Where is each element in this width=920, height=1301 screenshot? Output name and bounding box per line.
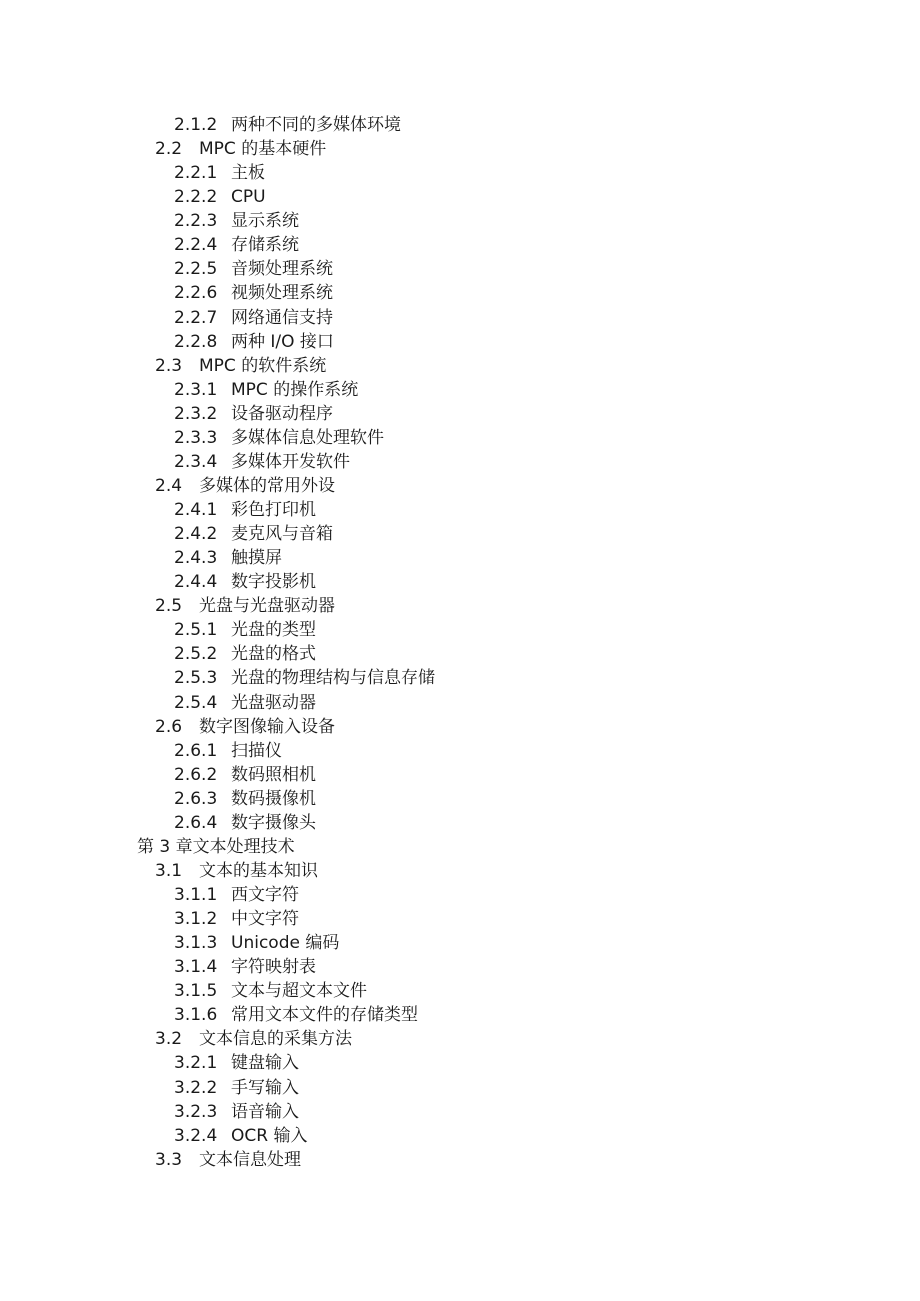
toc-item-number: 3.2.3 xyxy=(174,1101,218,1122)
toc-item-title: 音频处理系统 xyxy=(231,259,333,280)
toc-subsection-item xyxy=(0,642,920,666)
toc-subsection-item xyxy=(0,161,920,185)
toc-item-number: 3.1.6 xyxy=(174,1005,218,1026)
toc-item-number: 2.5 xyxy=(155,596,183,617)
toc-item-title: 多媒体信息处理软件 xyxy=(231,427,384,448)
toc-section-item xyxy=(0,1148,920,1172)
toc-subsection-item xyxy=(0,1051,920,1075)
toc-item-number: 2.2.6 xyxy=(174,283,218,304)
toc-item-title: MPC 的操作系统 xyxy=(231,379,359,400)
toc-item-number: 2.3.1 xyxy=(174,379,218,400)
toc-item-number: 2.2.1 xyxy=(174,163,218,184)
toc-subsection-item xyxy=(0,691,920,715)
toc-subsection-item xyxy=(0,546,920,570)
toc-item-title: 光盘驱动器 xyxy=(231,692,316,713)
toc-item-number: 2.2.4 xyxy=(174,235,218,256)
toc-item-title: 第 3 章文本处理技术 xyxy=(137,836,295,857)
toc-item-title: 视频处理系统 xyxy=(231,283,333,304)
toc-item-title: 语音输入 xyxy=(231,1101,299,1122)
toc-item-number: 3.1.4 xyxy=(174,957,218,978)
toc-item-number: 2.2.2 xyxy=(174,187,218,208)
toc-subsection-item xyxy=(0,1003,920,1027)
toc-subsection-item xyxy=(0,907,920,931)
toc-item-number: 2.2.8 xyxy=(174,331,218,352)
toc-item-title: 字符映射表 xyxy=(231,957,316,978)
toc-item-title: 键盘输入 xyxy=(231,1053,299,1074)
toc-section-item xyxy=(0,859,920,883)
toc-item-number: 3.2 xyxy=(155,1029,183,1050)
toc-item-number: 2.4.1 xyxy=(174,500,218,520)
toc-item-title: 光盘的物理结构与信息存储 xyxy=(231,668,435,689)
toc-section-item xyxy=(0,137,920,161)
toc-item-number: 2.1.2 xyxy=(174,115,218,135)
toc-item-title: 麦克风与音箱 xyxy=(231,524,333,545)
toc-chapter-heading xyxy=(0,835,920,859)
toc-subsection-item xyxy=(0,378,920,402)
toc-subsection-item xyxy=(0,763,920,787)
toc-section-item xyxy=(0,594,920,618)
toc-item-number: 2.5.1 xyxy=(174,620,218,641)
toc-subsection-item xyxy=(0,1124,920,1148)
toc-item-title: 光盘与光盘驱动器 xyxy=(199,596,335,617)
toc-item-number: 2.4.2 xyxy=(174,524,218,545)
toc-item-title: 西文字符 xyxy=(231,885,299,905)
toc-subsection-item xyxy=(0,618,920,642)
toc-subsection-item xyxy=(0,306,920,330)
toc-item-title: 文本与超文本文件 xyxy=(231,981,367,1002)
toc-item-title: 存储系统 xyxy=(231,235,299,256)
toc-item-title: MPC 的软件系统 xyxy=(199,355,327,376)
toc-subsection-item xyxy=(0,883,920,907)
toc-item-title: 主板 xyxy=(231,163,265,184)
toc-item-number: 2.5.4 xyxy=(174,692,218,713)
toc-item-title: 数字投影机 xyxy=(231,572,316,593)
toc-subsection-item xyxy=(0,1076,920,1100)
toc-item-number: 2.3.3 xyxy=(174,427,218,448)
toc-item-title: 多媒体的常用外设 xyxy=(199,475,335,496)
toc-subsection-item xyxy=(0,787,920,811)
toc-item-title: 光盘的类型 xyxy=(231,620,316,641)
toc-section-item xyxy=(0,1027,920,1051)
toc-subsection-item xyxy=(0,811,920,835)
toc-item-title: 数码照相机 xyxy=(231,764,316,785)
toc-section-item xyxy=(0,474,920,498)
toc-item-title: 多媒体开发软件 xyxy=(231,451,350,472)
toc-item-title: MPC 的基本硬件 xyxy=(199,139,327,160)
toc-subsection-item xyxy=(0,955,920,979)
toc-item-title: CPU xyxy=(231,187,266,208)
toc-subsection-item xyxy=(0,739,920,763)
toc-subsection-item xyxy=(0,185,920,209)
toc-subsection-item xyxy=(0,209,920,233)
toc-item-title: 文本信息的采集方法 xyxy=(199,1029,352,1050)
toc-item-number: 2.2.3 xyxy=(174,211,218,232)
table-of-contents xyxy=(0,113,920,1172)
toc-subsection-item xyxy=(0,233,920,257)
toc-item-title: 手写输入 xyxy=(231,1077,299,1098)
toc-section-item xyxy=(0,354,920,378)
toc-item-number: 2.2.7 xyxy=(174,307,218,328)
toc-subsection-item xyxy=(0,113,920,137)
toc-subsection-item xyxy=(0,666,920,690)
toc-item-title: 网络通信支持 xyxy=(231,307,333,328)
toc-item-number: 2.5.3 xyxy=(174,668,218,689)
toc-item-title: 文本的基本知识 xyxy=(199,860,318,881)
toc-subsection-item xyxy=(0,498,920,522)
toc-item-number: 3.2.4 xyxy=(174,1125,218,1146)
toc-item-title: 两种不同的多媒体环境 xyxy=(231,115,401,135)
toc-item-title: OCR 输入 xyxy=(231,1125,308,1146)
toc-item-title: 中文字符 xyxy=(231,909,299,930)
toc-item-title: 扫描仪 xyxy=(231,740,282,761)
toc-item-title: 数字摄像头 xyxy=(231,812,316,833)
toc-item-title: Unicode 编码 xyxy=(231,933,340,954)
toc-item-title: 彩色打印机 xyxy=(231,500,316,520)
toc-subsection-item xyxy=(0,281,920,305)
toc-subsection-item xyxy=(0,402,920,426)
toc-item-number: 2.3.2 xyxy=(174,403,218,424)
toc-item-title: 显示系统 xyxy=(231,211,299,232)
toc-item-number: 2.6.3 xyxy=(174,788,218,809)
toc-item-number: 2.6.4 xyxy=(174,812,218,833)
toc-subsection-item xyxy=(0,522,920,546)
toc-item-number: 2.4.4 xyxy=(174,572,218,593)
toc-item-title: 光盘的格式 xyxy=(231,644,316,665)
toc-item-number: 2.2 xyxy=(155,139,183,160)
toc-item-number: 3.1.2 xyxy=(174,909,218,930)
toc-item-number: 3.2.1 xyxy=(174,1053,218,1074)
toc-subsection-item xyxy=(0,570,920,594)
toc-item-number: 3.1.5 xyxy=(174,981,218,1002)
toc-subsection-item xyxy=(0,979,920,1003)
toc-item-number: 2.6.2 xyxy=(174,764,218,785)
toc-item-number: 3.1.3 xyxy=(174,933,218,954)
toc-item-number: 3.1.1 xyxy=(174,885,218,905)
toc-section-item xyxy=(0,715,920,739)
toc-item-title: 文本信息处理 xyxy=(199,1149,301,1170)
toc-item-number: 2.4.3 xyxy=(174,548,218,569)
toc-item-number: 2.6 xyxy=(155,716,183,737)
toc-item-number: 2.6.1 xyxy=(174,740,218,761)
toc-item-title: 常用文本文件的存储类型 xyxy=(231,1005,418,1026)
toc-subsection-item xyxy=(0,426,920,450)
toc-subsection-item xyxy=(0,1100,920,1124)
toc-item-number: 2.2.5 xyxy=(174,259,218,280)
toc-subsection-item xyxy=(0,257,920,281)
toc-item-number: 3.3 xyxy=(155,1149,183,1170)
toc-subsection-item xyxy=(0,450,920,474)
toc-item-title: 两种 I/O 接口 xyxy=(231,331,334,352)
toc-item-title: 数码摄像机 xyxy=(231,788,316,809)
toc-item-number: 2.3.4 xyxy=(174,451,218,472)
toc-item-title: 数字图像输入设备 xyxy=(199,716,335,737)
toc-subsection-item xyxy=(0,330,920,354)
toc-subsection-item xyxy=(0,931,920,955)
toc-item-title: 触摸屏 xyxy=(231,548,282,569)
toc-item-number: 2.3 xyxy=(155,355,183,376)
toc-item-number: 2.5.2 xyxy=(174,644,218,665)
toc-item-number: 3.1 xyxy=(155,860,183,881)
toc-item-number: 3.2.2 xyxy=(174,1077,218,1098)
toc-item-title: 设备驱动程序 xyxy=(231,403,333,424)
toc-item-number: 2.4 xyxy=(155,475,183,496)
